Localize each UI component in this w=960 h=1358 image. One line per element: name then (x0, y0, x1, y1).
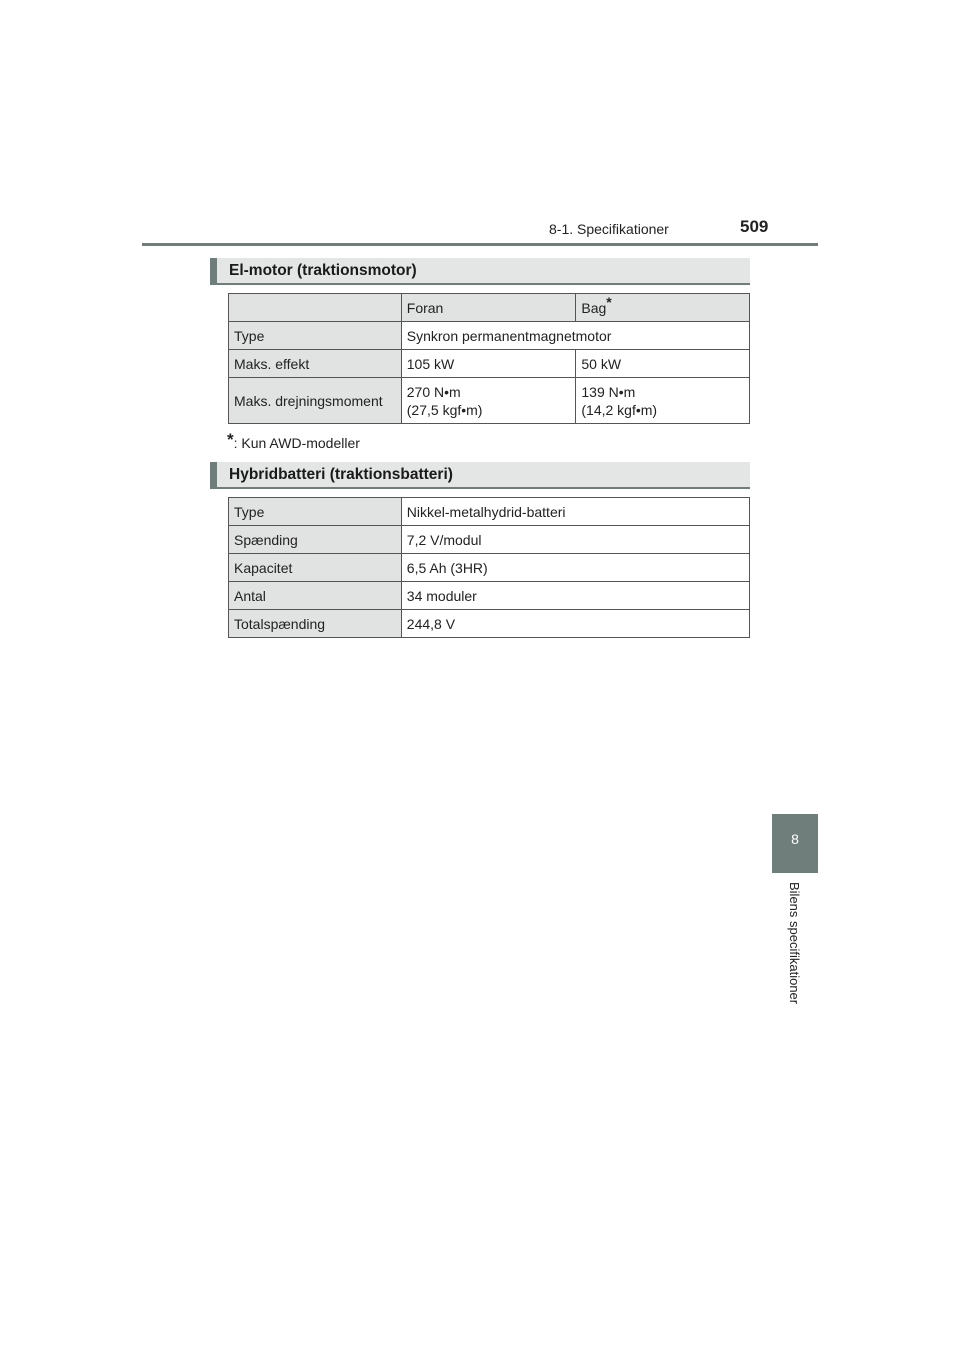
row-label: Type (229, 322, 402, 350)
row-label: Antal (229, 582, 402, 610)
footnote (227, 430, 360, 451)
page-number: 509 (740, 217, 769, 236)
row-value-rear (576, 378, 750, 424)
chapter-number: 8 (791, 831, 799, 847)
row-value: 6,5 Ah (3HR) (401, 554, 749, 582)
row-label: Maks. effekt (229, 350, 402, 378)
value-line: (14,2 kgf•m) (581, 401, 658, 418)
table-header-row (229, 294, 750, 322)
footnote-text: : Kun AWD-modeller (233, 435, 360, 451)
chapter-label: Bilens specifikationer (787, 882, 802, 1005)
row-label: Totalspænding (229, 610, 402, 638)
table-row (229, 526, 750, 554)
row-value: 7,2 V/modul (401, 526, 749, 554)
row-label: Maks. drejningsmoment (229, 378, 402, 424)
row-value: 244,8 V (401, 610, 749, 638)
footnote-star: * (227, 430, 234, 449)
battery-spec-table (228, 497, 750, 638)
motor-section-heading (210, 258, 750, 285)
battery-section-title: Hybridbatteri (traktionsbatteri) (229, 466, 453, 483)
row-label: Type (229, 498, 402, 526)
table-row (229, 498, 750, 526)
row-value-rear: 50 kW (576, 350, 750, 378)
row-value: Synkron permanentmagnetmotor (401, 322, 749, 350)
value-line: 270 N•m (406, 383, 461, 400)
row-label: Spænding (229, 526, 402, 554)
row-label: Kapacitet (229, 554, 402, 582)
table-row (229, 350, 750, 378)
table-row (229, 378, 750, 424)
motor-section-title: El-motor (traktionsmotor) (229, 262, 417, 279)
header-divider (142, 243, 818, 246)
column-header-front: Foran (401, 294, 576, 322)
battery-section-heading (210, 462, 750, 489)
chapter-tab (772, 814, 818, 873)
table-corner-cell (229, 294, 402, 322)
value-line: 139 N•m (581, 383, 636, 400)
header-section-title: 8-1. Specifikationer (549, 221, 669, 237)
column-header-rear (576, 294, 750, 322)
row-value: Nikkel-metalhydrid-batteri (401, 498, 749, 526)
table-row (229, 554, 750, 582)
table-row (229, 582, 750, 610)
row-value-front (401, 378, 576, 424)
value-line: (27,5 kgf•m) (406, 401, 483, 418)
column-header-rear-label: Bag (581, 299, 607, 316)
table-row (229, 610, 750, 638)
motor-spec-table (228, 293, 750, 424)
table-row (229, 322, 750, 350)
row-value-front: 105 kW (401, 350, 576, 378)
row-value: 34 moduler (401, 582, 749, 610)
footnote-marker: * (606, 293, 612, 310)
